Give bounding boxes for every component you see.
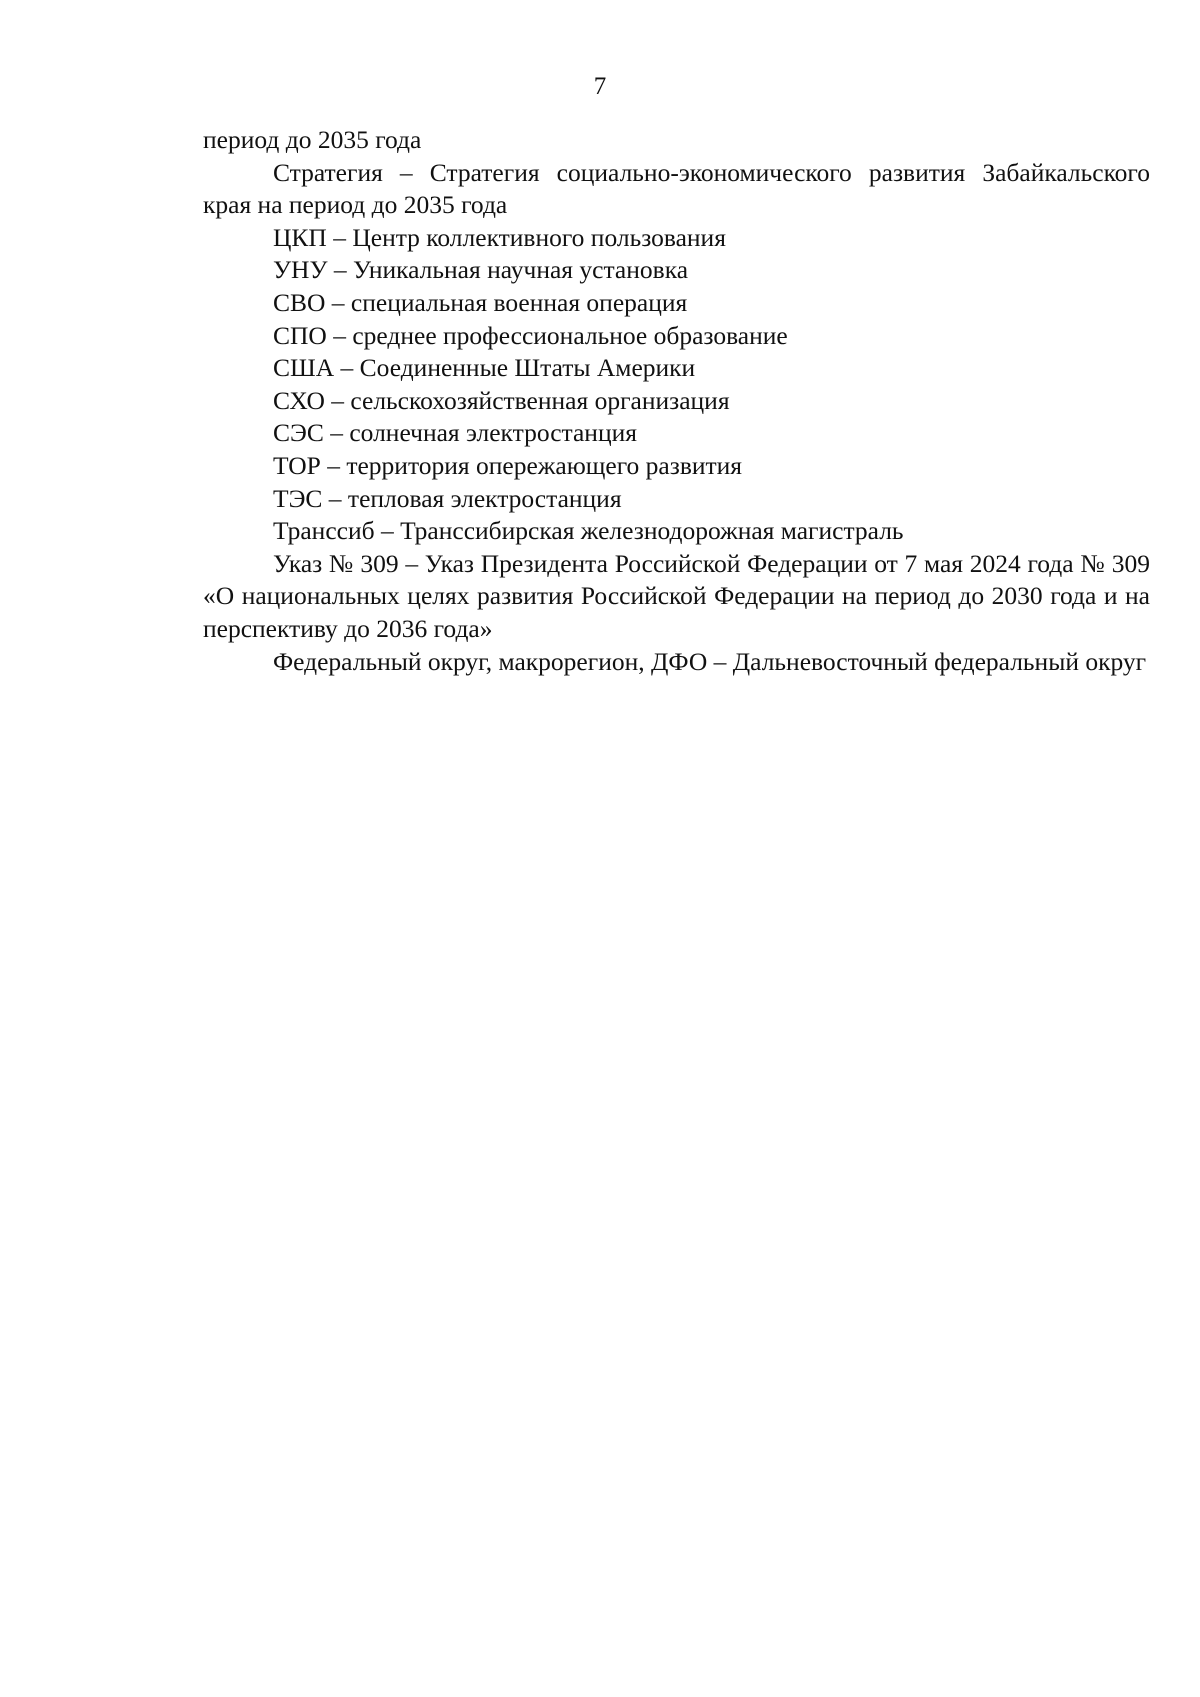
abbreviation-svo: СВО – специальная военная операция (273, 287, 688, 317)
abbreviation-sho: СХО – сельскохозяйственная организация (273, 385, 730, 415)
page-number: 7 (593, 73, 607, 100)
abbreviation-strategy: Стратегия – Стратегия социально-экономического развития Забайкальского края на период до 2035 года (203, 157, 1150, 220)
abbreviation-transsib: Транссиб – Транссибирская железнодорожная магистраль (273, 516, 904, 546)
abbreviation-ses: СЭС – солнечная электростанция (273, 418, 637, 448)
text-paragraph: период до 2035 года (203, 125, 422, 154)
abbreviation-dfo: Федеральный округ, макрорегион, ДФО – Дальневосточный федеральный округ (273, 646, 1147, 676)
abbreviation-usa: США – Соединенные Штаты Америки (273, 353, 696, 383)
abbreviation-spo: СПО – среднее профессиональное образование (273, 320, 788, 350)
abbreviation-tes: ТЭС – тепловая электростанция (273, 483, 622, 513)
abbreviation-unu: УНУ – Уникальная научная установка (273, 255, 689, 285)
abbreviation-ckp: ЦКП – Центр коллективного пользования (273, 222, 726, 252)
abbreviation-tor: ТОР – территория опережающего развития (273, 450, 743, 480)
abbreviation-decree-309: Указ № 309 – Указ Президента Российской Федерации от 7 мая 2024 года № 309 «О национальных целях развития Российской Федерации на период до 2030 года и на перспективу до 2036 года» (203, 548, 1150, 643)
abbreviations-list (203, 124, 1150, 678)
